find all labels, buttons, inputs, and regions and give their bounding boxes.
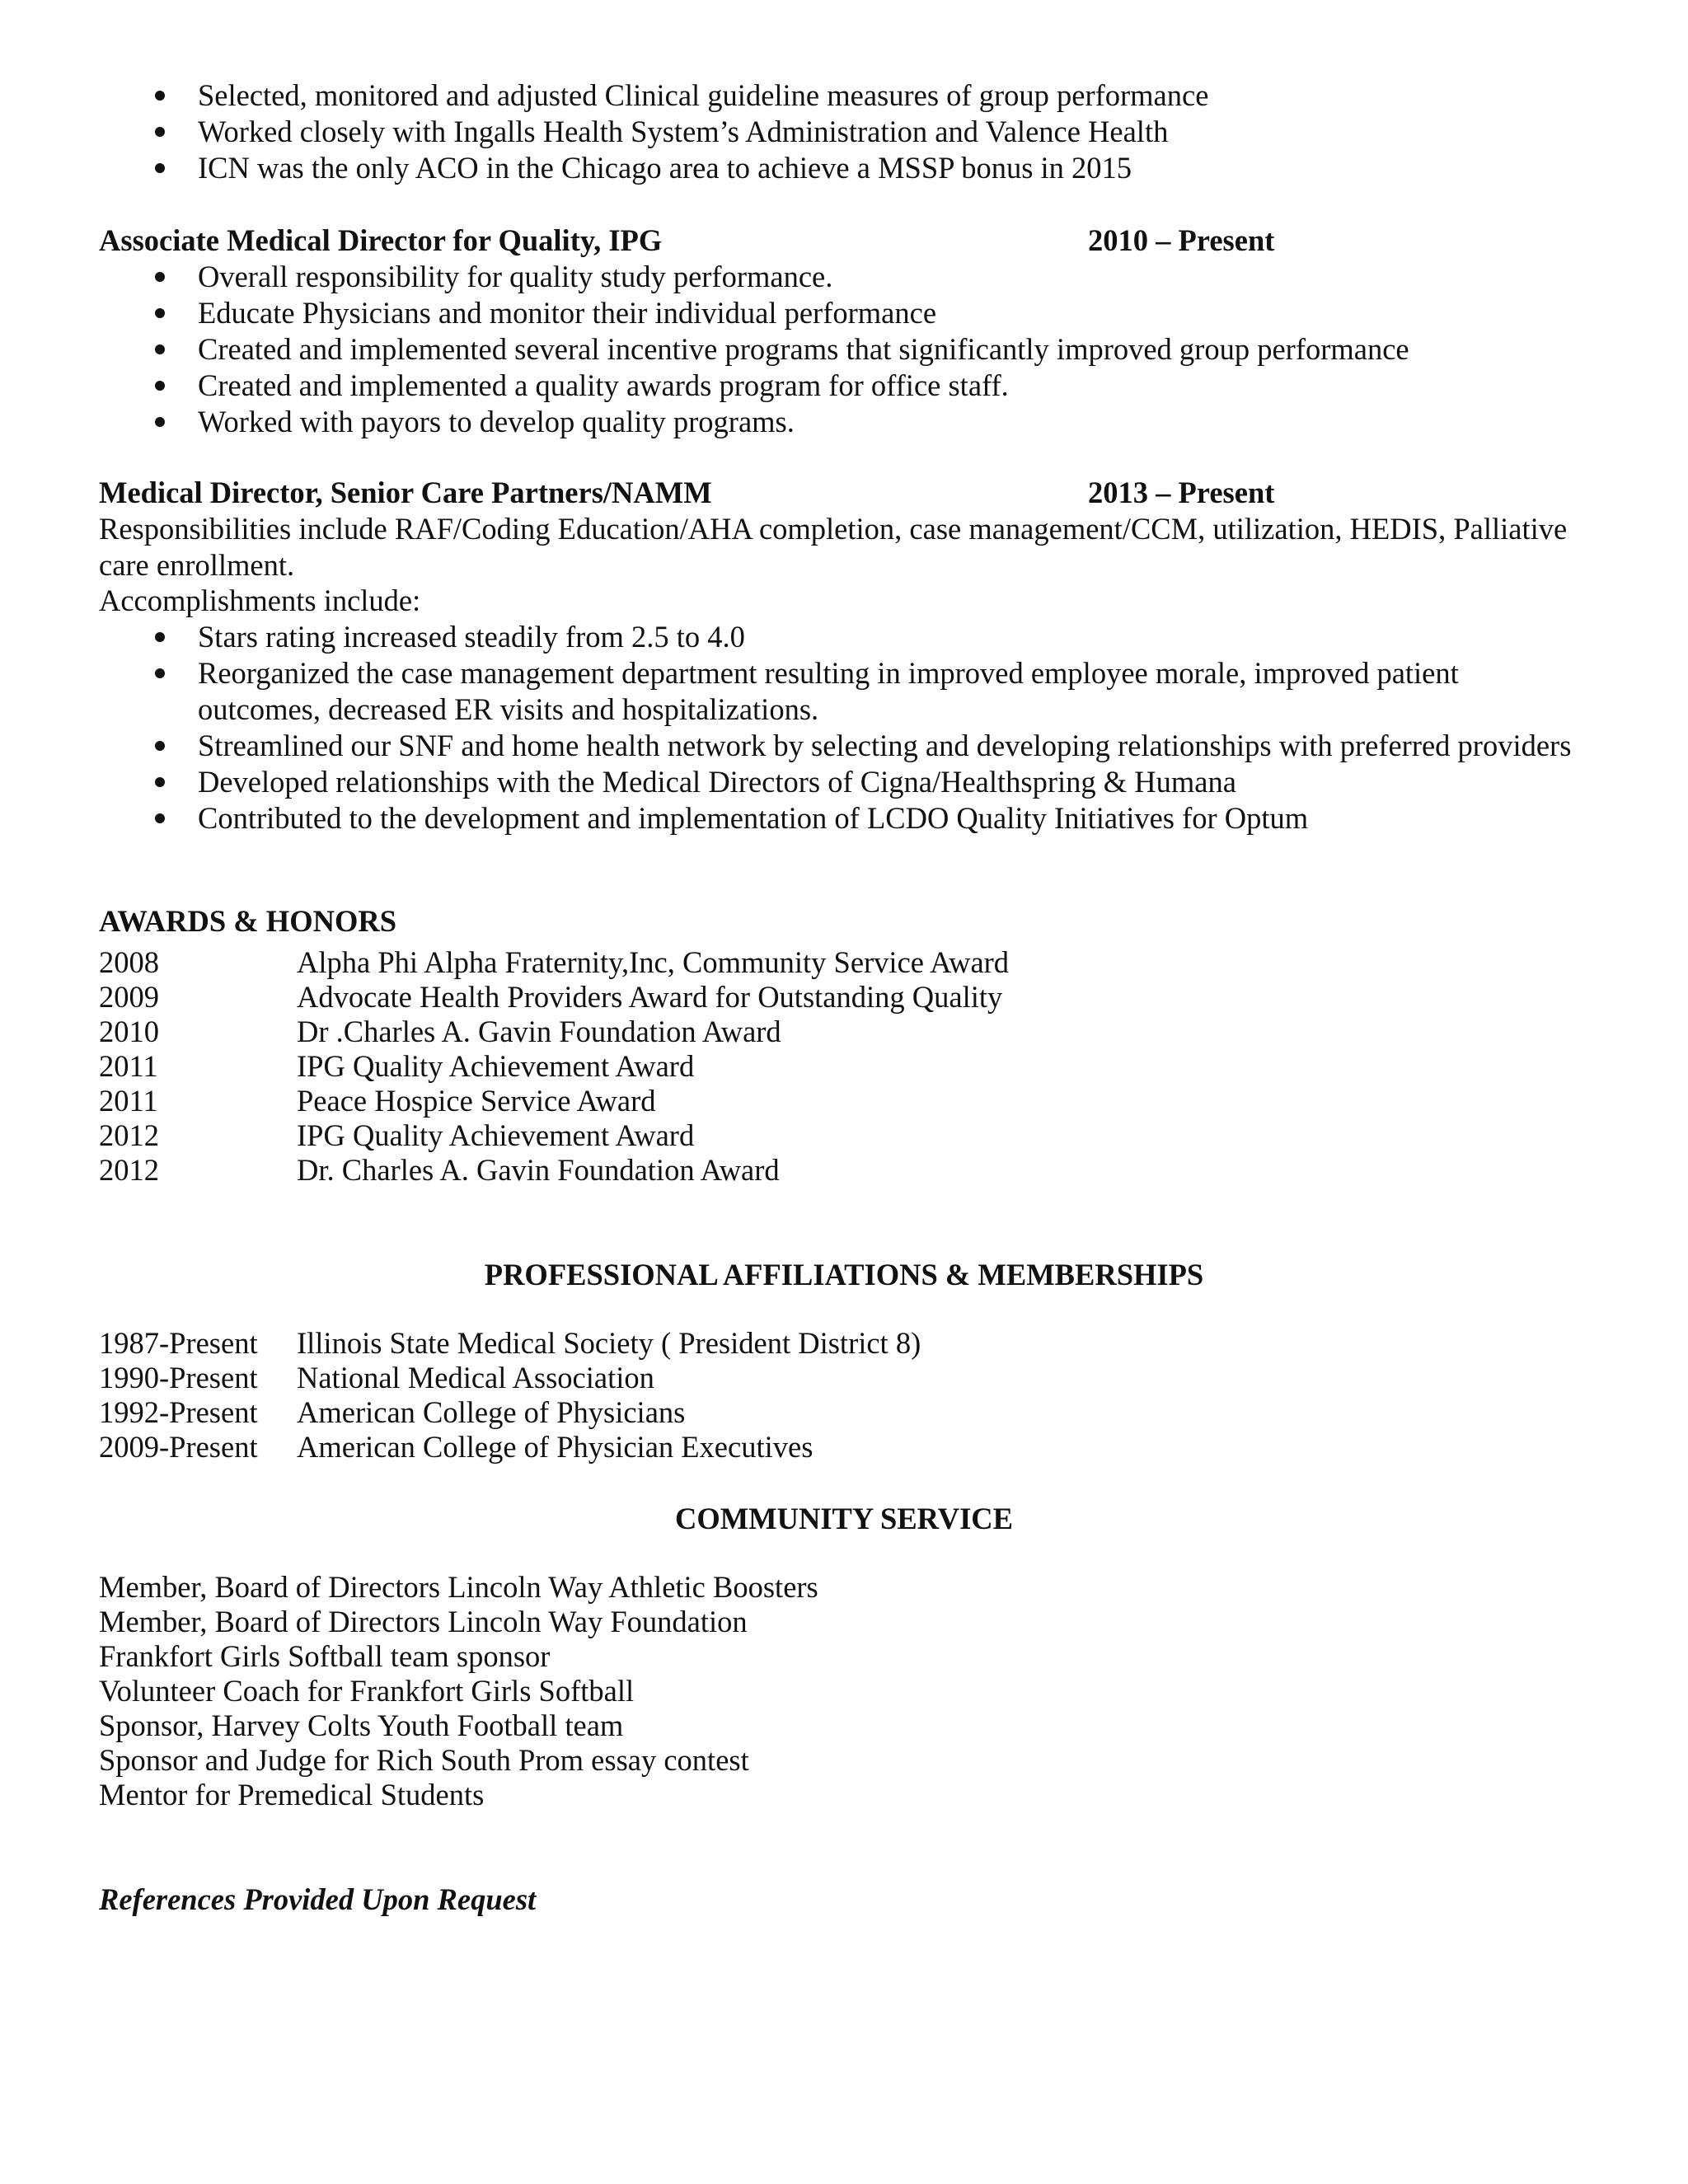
list-item [0, 114, 1582, 150]
job-dates-ipg: 2010 – Present [1088, 223, 1275, 257]
bullet-text: Worked with payors to develop quality programs. [198, 405, 795, 438]
award-name: IPG Quality Achievement Award [297, 1118, 695, 1152]
bullet-text: Developed relationships with the Medical Directors of Cigna/Healthspring & Humana [198, 765, 1236, 799]
award-name: Dr. Charles A. Gavin Foundation Award [297, 1153, 780, 1187]
bullet-icon [155, 777, 165, 787]
list-item [0, 77, 1582, 114]
bullet-text: Streamlined our SNF and home health network by selecting and developing relationships with preferred providers [198, 729, 1572, 762]
intro-bullet-list [0, 77, 1582, 186]
affiliation-years: 1990-Present [99, 1361, 258, 1394]
community-item: Sponsor and Judge for Rich South Prom essay contest [99, 1743, 749, 1777]
award-row [99, 1118, 694, 1154]
award-year: 2010 [99, 1015, 159, 1048]
bullet-icon [155, 668, 165, 678]
list-item [0, 728, 1582, 764]
list-item [0, 259, 1582, 295]
affiliation-name: National Medical Association [297, 1361, 654, 1394]
award-year: 2012 [99, 1118, 159, 1152]
bullet-icon [155, 272, 165, 282]
award-name: Advocate Health Providers Award for Outstanding Quality [297, 980, 1003, 1014]
ipg-bullet-list [0, 259, 1582, 440]
award-row [99, 1014, 781, 1050]
list-item [0, 764, 1582, 800]
award-row [99, 944, 1009, 981]
community-heading: COMMUNITY SERVICE [674, 1502, 1014, 1535]
references-note: References Provided Upon Request [99, 1882, 537, 1916]
bullet-icon [155, 163, 165, 173]
bullet-text: Created and implemented a quality awards program for office staff. [198, 368, 1009, 402]
award-row [99, 1048, 694, 1085]
job-dates-namm: 2013 – Present [1088, 476, 1275, 509]
bullet-icon [155, 127, 165, 137]
community-item: Sponsor, Harvey Colts Youth Football team [99, 1708, 624, 1742]
job-title-namm: Medical Director, Senior Care Partners/NAMM [99, 476, 712, 509]
bullet-text: Created and implemented several incentive programs that significantly improved group performance [198, 332, 1409, 366]
list-item [0, 619, 1582, 655]
affiliation-name: American College of Physicians [297, 1395, 686, 1429]
affiliations-heading: PROFESSIONAL AFFILIATIONS & MEMBERSHIPS [484, 1258, 1204, 1291]
affiliation-years: 1992-Present [99, 1395, 258, 1429]
affiliation-row [99, 1429, 813, 1465]
bullet-icon [155, 417, 165, 427]
affiliation-years: 1987-Present [99, 1326, 258, 1360]
affiliation-name: Illinois State Medical Society ( President District 8) [297, 1326, 921, 1360]
affiliation-name: American College of Physician Executives [297, 1430, 814, 1464]
award-row [99, 1083, 656, 1119]
awards-heading: AWARDS & HONORS [99, 904, 396, 938]
community-item: Member, Board of Directors Lincoln Way Foundation [99, 1605, 748, 1638]
list-item [0, 800, 1582, 837]
list-item [0, 655, 1582, 728]
bullet-text: Contributed to the development and implementation of LCDO Quality Initiatives for Optum [198, 801, 1309, 835]
bullet-icon [155, 381, 165, 391]
namm-bullet-list [0, 619, 1582, 837]
bullet-text: Reorganized the case management department resulting in improved employee morale, improved patient outcomes, decreased ER visits and hospitalizations. [198, 656, 1459, 726]
bullet-text: Worked closely with Ingalls Health System’s Administration and Valence Health [198, 115, 1169, 148]
bullet-text: Educate Physicians and monitor their individual performance [198, 296, 937, 330]
award-year: 2008 [99, 945, 159, 979]
affiliation-row [99, 1394, 685, 1431]
award-row [99, 1152, 780, 1188]
bullet-text: Selected, monitored and adjusted Clinical guideline measures of group performance [198, 78, 1209, 112]
community-item: Volunteer Coach for Frankfort Girls Softball [99, 1674, 635, 1708]
affiliation-row [99, 1360, 654, 1396]
community-item: Member, Board of Directors Lincoln Way Athletic Boosters [99, 1570, 818, 1604]
bullet-icon [155, 344, 165, 354]
award-year: 2009 [99, 980, 159, 1014]
award-name: Peace Hospice Service Award [297, 1084, 656, 1118]
bullet-text: Stars rating increased steadily from 2.5 to 4.0 [198, 620, 745, 654]
award-year: 2011 [99, 1084, 158, 1118]
award-row [99, 979, 1002, 1015]
accomplishments-label: Accomplishments include: [99, 583, 421, 617]
award-name: Alpha Phi Alpha Fraternity,Inc, Community Service Award [297, 945, 1010, 979]
affiliation-row [99, 1325, 921, 1361]
community-item: Mentor for Premedical Students [99, 1778, 485, 1811]
job-title-ipg: Associate Medical Director for Quality, IPG [99, 223, 663, 257]
list-item [0, 295, 1582, 331]
bullet-text: Overall responsibility for quality study performance. [198, 260, 833, 293]
affiliation-years: 2009-Present [99, 1430, 258, 1464]
list-item [0, 368, 1582, 404]
bullet-icon [155, 741, 165, 751]
award-name: Dr .Charles A. Gavin Foundation Award [297, 1015, 781, 1048]
responsibilities-line-2: care enrollment. [99, 548, 295, 582]
award-year: 2011 [99, 1049, 158, 1083]
community-item: Frankfort Girls Softball team sponsor [99, 1639, 551, 1673]
bullet-icon [155, 632, 165, 642]
bullet-text: ICN was the only ACO in the Chicago area to achieve a MSSP bonus in 2015 [198, 151, 1132, 185]
bullet-icon [155, 308, 165, 318]
award-year: 2012 [99, 1153, 159, 1187]
responsibilities-line-1: Responsibilities include RAF/Coding Education/AHA completion, case management/CCM, utilization, HEDIS, Palliative [99, 512, 1568, 546]
award-name: IPG Quality Achievement Award [297, 1049, 695, 1083]
list-item [0, 150, 1582, 186]
list-item [0, 331, 1582, 368]
list-item [0, 404, 1582, 440]
bullet-icon [155, 813, 165, 823]
bullet-icon [155, 91, 165, 101]
